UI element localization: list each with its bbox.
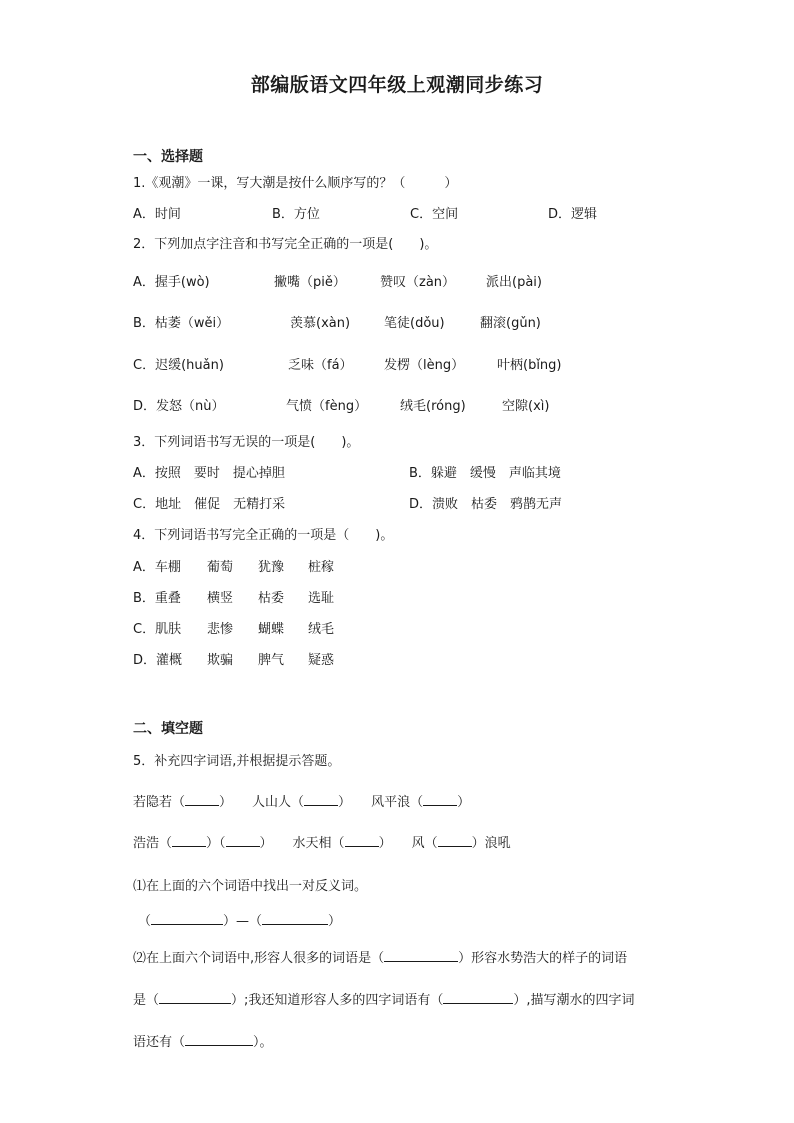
- q4-d-3: 脾气: [258, 653, 285, 668]
- question-2-stem: 2．下列加点字注音和书写完全正确的一项是( )。: [133, 237, 438, 252]
- q2-a-2: 撇嘴（piě）: [274, 275, 346, 290]
- q2-d-4: 空隙(xì): [502, 399, 550, 414]
- q4-b-3: 枯委: [258, 591, 285, 606]
- q5-word-6-suffix: ）浪吼: [471, 836, 511, 851]
- q2-d-3: 绒毛(róng): [400, 399, 466, 414]
- q5-word-1-prefix: 若隐若（: [133, 795, 186, 810]
- q2-a-4: 派出(pài): [486, 275, 542, 290]
- q4-c-4: 绒毛: [308, 622, 335, 637]
- q4-d-2: 欺骗: [207, 653, 234, 668]
- q1-option-b: B．方位: [272, 207, 320, 222]
- q5-word-3-suffix: ）: [457, 795, 471, 810]
- q3-option-d: D．溃败 枯委 鸦鹊无声: [409, 497, 563, 512]
- q5-sub2-text-3: 是（: [133, 993, 160, 1008]
- q5-blank-5[interactable]: [226, 834, 260, 847]
- question-1-stem: 1.《观潮》一课，写大潮是按什么顺序写的？（ ）: [133, 176, 458, 191]
- q5-blank-1[interactable]: [185, 793, 219, 806]
- q4-d-1: D．灌概: [133, 653, 183, 668]
- q5-sub2-blank-water[interactable]: [159, 991, 231, 1004]
- q5-word-3-prefix: 风平浪（: [371, 795, 424, 810]
- q5-word-6-prefix: 风（: [411, 836, 438, 851]
- question-4-stem: 4．下列词语书写完全正确的一项是（ )。: [133, 528, 394, 543]
- q1-option-a: A．时间: [133, 207, 181, 222]
- q5-sub2-text-5: ）,描写潮水的四字词: [513, 993, 635, 1008]
- q2-b-1: B．枯萎（wěi）: [133, 316, 230, 331]
- q5-sub2-blank-tide[interactable]: [185, 1033, 253, 1046]
- q5-antonym-close: ）: [328, 914, 342, 929]
- q4-c-3: 蝴蝶: [258, 622, 285, 637]
- q4-b-2: 横竖: [207, 591, 234, 606]
- q5-blank-4[interactable]: [172, 834, 206, 847]
- section-heading-choice: 一、选择题: [133, 149, 203, 165]
- q5-antonym-open: （: [138, 914, 152, 929]
- q4-d-4: 疑惑: [308, 653, 335, 668]
- q4-c-2: 悲惨: [207, 622, 234, 637]
- q5-sub-1-answer: [138, 910, 341, 929]
- q5-antonym-dash: ）—（: [223, 914, 263, 929]
- q2-c-2: 乏味（fá）: [288, 358, 353, 373]
- q4-a-3: 犹豫: [258, 560, 285, 575]
- q5-blank-3[interactable]: [423, 793, 457, 806]
- q5-sub2-text-4: ）;我还知道形容人多的四字词语有（: [231, 993, 444, 1008]
- page-title: 部编版语文四年级上观潮同步练习: [250, 74, 544, 96]
- q4-a-4: 桩稼: [308, 560, 335, 575]
- q4-c-1: C．肌肤: [133, 622, 182, 637]
- q2-a-1: A．握手(wò): [133, 275, 210, 290]
- q5-antonym-blank-1[interactable]: [151, 912, 223, 925]
- q2-b-3: 笔徒(dǒu): [384, 316, 445, 331]
- q4-a-2: 葡萄: [207, 560, 234, 575]
- q4-b-4: 选耻: [308, 591, 335, 606]
- q5-sub-1: ⑴在上面的六个词语中找出一对反义词。: [133, 879, 368, 894]
- q3-option-a: A．按照 要时 提心掉胆: [133, 466, 285, 481]
- q5-word-2-prefix: 人山人（: [252, 795, 305, 810]
- q5-line-2: [133, 832, 511, 851]
- q1-option-d: D．逻辑: [548, 207, 598, 222]
- q2-c-1: C．迟缓(huǎn): [133, 358, 224, 373]
- q5-word-1-suffix: ）: [219, 795, 233, 810]
- q5-sub-2-line-1: [133, 947, 627, 966]
- q4-a-1: A．车棚: [133, 560, 181, 575]
- q5-word-4-mid: ）（: [206, 836, 226, 851]
- q5-blank-2[interactable]: [304, 793, 338, 806]
- q4-b-1: B．重叠: [133, 591, 181, 606]
- q5-sub-2-line-3: [133, 1031, 273, 1050]
- q5-sub2-text-2: ）形容水势浩大的样子的词语: [458, 951, 628, 966]
- q2-d-2: 气愤（fèng）: [286, 399, 368, 414]
- q5-sub2-text-1: ⑵在上面六个词语中,形容人很多的词语是（: [133, 951, 385, 966]
- q5-blank-7[interactable]: [438, 834, 472, 847]
- section-heading-fill: 二、填空题: [133, 721, 203, 737]
- q5-word-2-suffix: ）: [338, 795, 352, 810]
- q2-c-4: 叶柄(bǐng): [497, 358, 562, 373]
- q5-sub2-text-7: ）。: [253, 1035, 273, 1050]
- question-3-stem: 3．下列词语书写无误的一项是( )。: [133, 435, 360, 450]
- q5-sub-2-line-2: [133, 989, 635, 1008]
- q2-d-1: D．发怒（nù）: [133, 399, 225, 414]
- q1-option-c: C．空间: [410, 207, 459, 222]
- q5-antonym-blank-2[interactable]: [262, 912, 328, 925]
- q5-word-5-suffix: ）: [378, 836, 392, 851]
- question-5-stem: 5．补充四字词语,并根据提示答题。: [133, 754, 341, 769]
- q2-b-4: 翻滚(gǔn): [480, 316, 541, 331]
- q2-a-3: 赞叹（zàn）: [380, 275, 456, 290]
- q5-sub2-blank-more-crowd[interactable]: [443, 991, 513, 1004]
- q3-option-c: C．地址 催促 无精打采: [133, 497, 286, 512]
- q2-c-3: 发楞（lèng）: [384, 358, 465, 373]
- q2-b-2: 羡慕(xàn): [290, 316, 351, 331]
- q5-blank-6[interactable]: [345, 834, 379, 847]
- q5-word-4-suffix: ）: [259, 836, 273, 851]
- q5-sub2-text-6: 语还有（: [133, 1035, 186, 1050]
- q5-word-4-prefix: 浩浩（: [133, 836, 173, 851]
- q5-word-5-prefix: 水天相（: [292, 836, 345, 851]
- q3-option-b: B．躲避 缓慢 声临其境: [409, 466, 561, 481]
- q5-line-1: [133, 791, 470, 810]
- q5-sub2-blank-crowd[interactable]: [384, 949, 458, 962]
